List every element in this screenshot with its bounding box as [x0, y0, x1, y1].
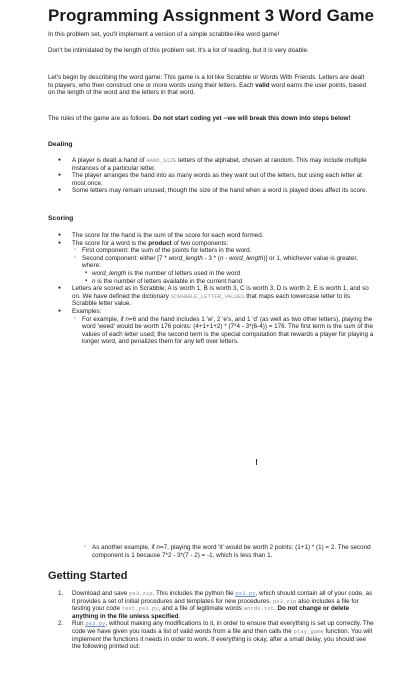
ps3-py-link[interactable]: ps3.py	[235, 590, 256, 597]
list-item: 2. Run ps3.py, without making any modifications to it, in order to ensure that everything is set up correctly. The code we have given you loads a list of valid words from a file and then calls the play_game function. You will implement the functions it needs in order to work. If everything is okay, after a small delay, you should see the following printed out:	[58, 620, 374, 651]
scoring-heading: Scoring	[48, 215, 74, 222]
list-item: ● Some letters may remain unused, though the size of the hand when a word is played does affect its score.	[48, 187, 374, 195]
list-item: ◦ For example, if n=6 and the hand includes 1 'w', 2 'e's, and 1 'd' (as well as two other letters), playing the word 'weed' would be worth 176 points: (4+1+1+2) * (7*4 - 3*(6-4)) = 176. The first term is the sum of the values of each letter used; the second term is the special computation that rewards a player for playing a longer word, and penalizes them for any left over letters.	[72, 316, 374, 346]
dealing-list	[48, 157, 374, 195]
list-item: ● The player arranges the hand into as many words as they want out of the letters, but using each letter at most once.	[48, 172, 374, 187]
list-item: ▪ n is the number of letters available in the current hand	[82, 278, 374, 286]
page-title: Programming Assignment 3 Word Game	[48, 6, 374, 25]
intro-paragraph-1: In this problem set, you'll implement a version of a simple scrabble-like word game!	[48, 31, 280, 38]
getting-started-heading: Getting Started	[48, 570, 128, 582]
list-item: ● The score for the hand is the sum of the score for each word formed.	[48, 232, 374, 240]
list-item: ▪ word_length is the number of letters used in the word	[82, 270, 374, 278]
intro-paragraph-4: The rules of the game are as follows. Do not start coding yet --we will break this down into steps below!	[48, 115, 351, 122]
dealing-heading: Dealing	[48, 141, 73, 148]
list-item: ● Letters are scored as in Scrabble; A is worth 1, B is worth 3, C is worth 3, D is worth 2, E is worth 1, and so on. We have defined the dictionary SCRABBLE_LETTER_VALUES that maps each lowercase letter to its Scrabble letter value.	[48, 285, 374, 308]
getting-started-list	[48, 590, 374, 651]
list-item: ◦ First component: the sum of the points for letters in the word.	[72, 247, 374, 255]
list-item: ◦ As another example, if n=7, playing the word 'it' would be worth 2 points: (1+1) * (1) = 2. The second component is 1 because 7*2 - 3*(7 - 2) = -1, which is less than 1.	[82, 544, 374, 559]
list-item: ◦ Second component: either [7 * word_length - 3 * (n - word_length)] or 1, whichever value is greater, where: ▪ word_length is the number of letters used in the word ▪ n is the number of letters available in the current hand	[72, 255, 374, 285]
list-item: ● Examples: ◦ For example, if n=6 and the hand includes 1 'w', 2 'e's, and 1 'd' (as well as two other letters), playing the word 'weed' would be worth 176 points: (4+1+1+2) * (7*4 - 3*(6-4)) = 176. The first term is the sum of the values of each letter used; the second term is the special computation that rewards a player for playing a longer word, and penalizes them for any left over letters.	[48, 308, 374, 346]
ps3-py-link[interactable]: ps3.py	[85, 620, 106, 628]
scoring-list	[48, 232, 374, 346]
intro-paragraph-3: Let's begin by describing the word game: This game is a lot like Scrabble or Words With Friends. Letters are dealt to players, who then construct one or more words using their letters. Each valid word earns the user points, based on the length of the word and the letters in that word.	[48, 74, 367, 97]
list-item: 1. Download and save ps3.zip. This includes the python file ps3.py, which should contain all of your code, as it provides a set of initial procedures and templates for new procedures. ps3.zip also includes a file for testing your code test_ps3.py, and a file of legitimate words words.txt. Do not change or delete anything in the file unless specified.	[58, 590, 373, 620]
text-cursor	[256, 459, 257, 465]
intro-paragraph-2: Don't be intimidated by the length of this problem set. It's a lot of reading, but it is very doable.	[48, 47, 309, 54]
list-item: ● A player is dealt a hand of HAND_SIZE letters of the alphabet, chosen at random. This may include multiple instances of a particular letter.	[48, 157, 374, 172]
example-continued	[82, 544, 374, 559]
list-item: ● The score for a word is the product of two components: ◦ First component: the sum of the points for letters in the word. ◦ Second component: either [7 * word_length - 3 * (n - word_length)] or 1, whichever value is greater, where: ▪ word_length is the number of letters used in the word ▪ n is the number of letters available in the current hand	[48, 240, 374, 286]
